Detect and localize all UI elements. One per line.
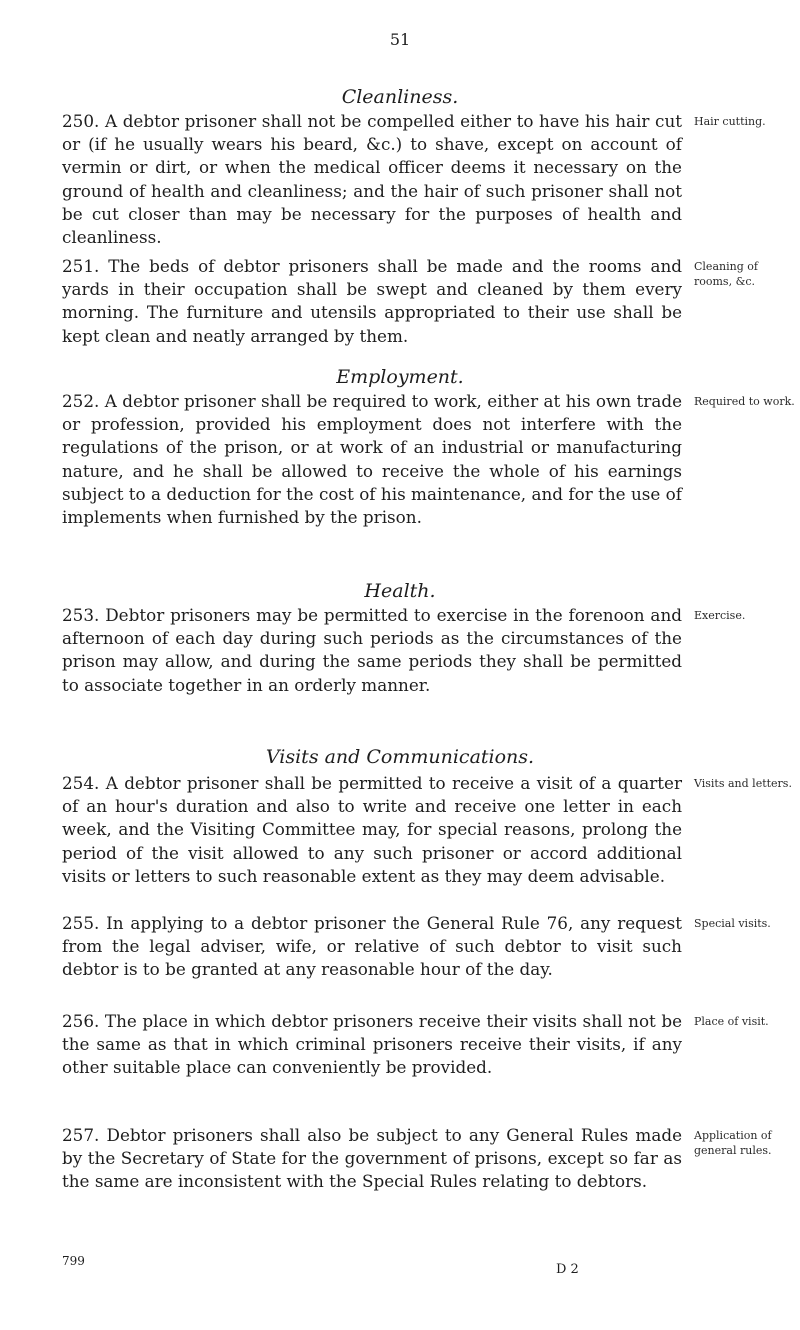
- footer-signature: 799: [62, 1254, 85, 1268]
- section-heading: Visits and Communications.: [265, 746, 535, 768]
- margin-note: Cleaning of rooms, &c.: [694, 260, 758, 288]
- margin-note: Visits and letters.: [694, 777, 792, 790]
- margin-note: Exercise.: [694, 609, 746, 622]
- margin-note: Hair cutting.: [694, 115, 766, 128]
- section-heading: Cleanliness.: [341, 86, 459, 108]
- paragraph: 254. A debtor prisoner shall be permitted to receive a visit of a quarter of an hour's duration and also to write and receive one letter in each week, and the Visiting Committee may, for special reasons, prolong the period of the visit allowed to any such prisoner or accord additional visits or letters to such reasonable extent as they may deem advisable.: [62, 773, 682, 886]
- footer-signature-mark: D 2: [556, 1262, 579, 1277]
- margin-note: Place of visit.: [694, 1015, 769, 1028]
- paragraph: 250. A debtor prisoner shall not be compelled either to have his hair cut or (if he usually wears his beard, &c.) to shave, except on account of vermin or dirt, or when the medical officer deems it necessary on the ground of health and cleanliness; and the hair of such prisoner shall not be cut closer than may be necessary for the purposes of health and cleanliness.: [62, 111, 682, 248]
- section-heading: Health.: [364, 580, 436, 602]
- page-number: 51: [389, 30, 411, 49]
- section-heading: Employment.: [336, 366, 464, 388]
- paragraph: 252. A debtor prisoner shall be required to work, either at his own trade or profession, provided his employment does not interfere with the regulations of the prison, or at work of an industrial or manufacturing nature, and he shall be allowed to receive the whole of his earnings subject to a deduction for the cost of his maintenance, and for the use of implements when furnished by the prison.: [62, 391, 682, 528]
- margin-note: Application of general rules.: [694, 1129, 772, 1157]
- margin-note: Special visits.: [694, 917, 771, 930]
- paragraph: 257. Debtor prisoners shall also be subject to any General Rules made by the Secretary of State for the government of prisons, except so far as the same are inconsistent with the Special Rules relating to debtors.: [62, 1125, 682, 1192]
- paragraph: 251. The beds of debtor prisoners shall be made and the rooms and yards in their occupation shall be swept and cleaned by them every morning. The furniture and utensils appropriated to their use shall be kept clean and neatly arranged by them.: [62, 256, 682, 346]
- paragraph: 255. In applying to a debtor prisoner the General Rule 76, any request from the legal adviser, wife, or relative of such debtor to visit such debtor is to be granted at any reasonable hour of the day.: [62, 913, 682, 980]
- paragraph: 253. Debtor prisoners may be permitted to exercise in the forenoon and afternoon of each day during such periods as the circumstances of the prison may allow, and during the same periods they shall be permitted to associate together in an orderly manner.: [62, 605, 682, 695]
- margin-note: Required to work.: [694, 395, 795, 408]
- paragraph: 256. The place in which debtor prisoners receive their visits shall not be the same as that in which criminal prisoners receive their visits, if any other suitable place can conveniently be provided.: [62, 1011, 682, 1078]
